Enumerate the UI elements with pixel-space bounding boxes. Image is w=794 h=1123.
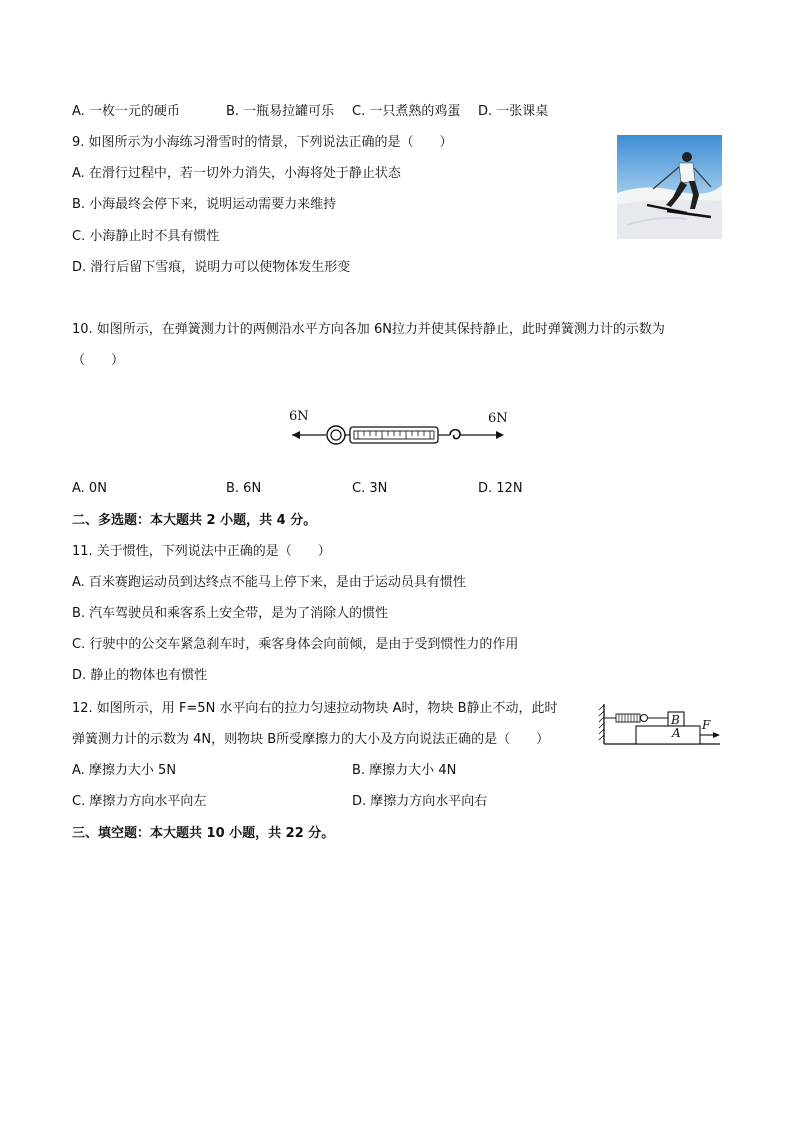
q8-option-c: C. 一只煮熟的鸡蛋 [352,104,461,119]
q9-option-d: D. 滑行后留下雪痕，说明力可以使物体发生形变 [72,260,351,275]
q10-option-a: A. 0N [72,481,107,496]
q10-left-force-label: 6N [289,409,309,424]
q12-stem-line1: 12. 如图所示，用 F=5N 水平向右的拉力匀速拉动物块 A时，物块 B静止不动，此时 [72,701,558,716]
q8-option-a: A. 一枚一元的硬币 [72,104,180,119]
q11-option-a: A. 百米赛跑运动员到达终点不能马上停下来，是由于运动员具有惯性 [72,575,466,590]
q11-option-d: D. 静止的物体也有惯性 [72,668,208,683]
q11-option-c: C. 行驶中的公交车紧急刹车时，乘客身体会向前倾，是由于受到惯性力的作用 [72,637,519,652]
q9-stem: 9. 如图所示为小海练习滑雪时的情景，下列说法正确的是（ ） [72,135,453,150]
section-2-heading: 二、多选题：本大题共 2 小题，共 4 分。 [72,513,317,528]
section-3-heading: 三、填空题：本大题共 10 小题，共 22 分。 [72,826,335,841]
block-b-label: B [671,713,680,727]
skier-photo [617,135,722,239]
q11-stem: 11. 关于惯性，下列说法中正确的是（ ） [72,544,331,559]
q8-option-b: B. 一瓶易拉罐可乐 [226,104,335,119]
q10-stem-line2: （ ） [72,353,125,368]
q12-stem-line2: 弹簧测力计的示数为 4N，则物块 B所受摩擦力的大小及方向说法正确的是（ ） [72,732,550,747]
q10-option-d: D. 12N [478,481,523,496]
q12-option-b: B. 摩擦力大小 4N [352,763,457,778]
q9-option-c: C. 小海静止时不具有惯性 [72,229,220,244]
q9-option-a: A. 在滑行过程中，若一切外力消失，小海将处于静止状态 [72,166,401,181]
q12-option-d: D. 摩擦力方向水平向右 [352,794,488,809]
q10-stem-line1: 10. 如图所示，在弹簧测力计的两侧沿水平方向各加 6N拉力并使其保持静止，此时弹簧测力计的示数为 [72,322,665,337]
force-f-label: F [702,718,711,732]
q8-option-d: D. 一张课桌 [478,104,549,119]
block-a-label: A [672,726,681,740]
q11-option-b: B. 汽车驾驶员和乘客系上安全带，是为了消除人的惯性 [72,606,389,621]
q10-option-c: C. 3N [352,481,388,496]
q9-option-b: B. 小海最终会停下来，说明运动需要力来维持 [72,197,337,212]
q12-option-c: C. 摩擦力方向水平向左 [72,794,207,809]
q12-option-a: A. 摩擦力大小 5N [72,763,177,778]
spring-scale-figure [290,422,506,448]
q10-option-b: B. 6N [226,481,262,496]
q10-right-force-label: 6N [488,411,508,426]
